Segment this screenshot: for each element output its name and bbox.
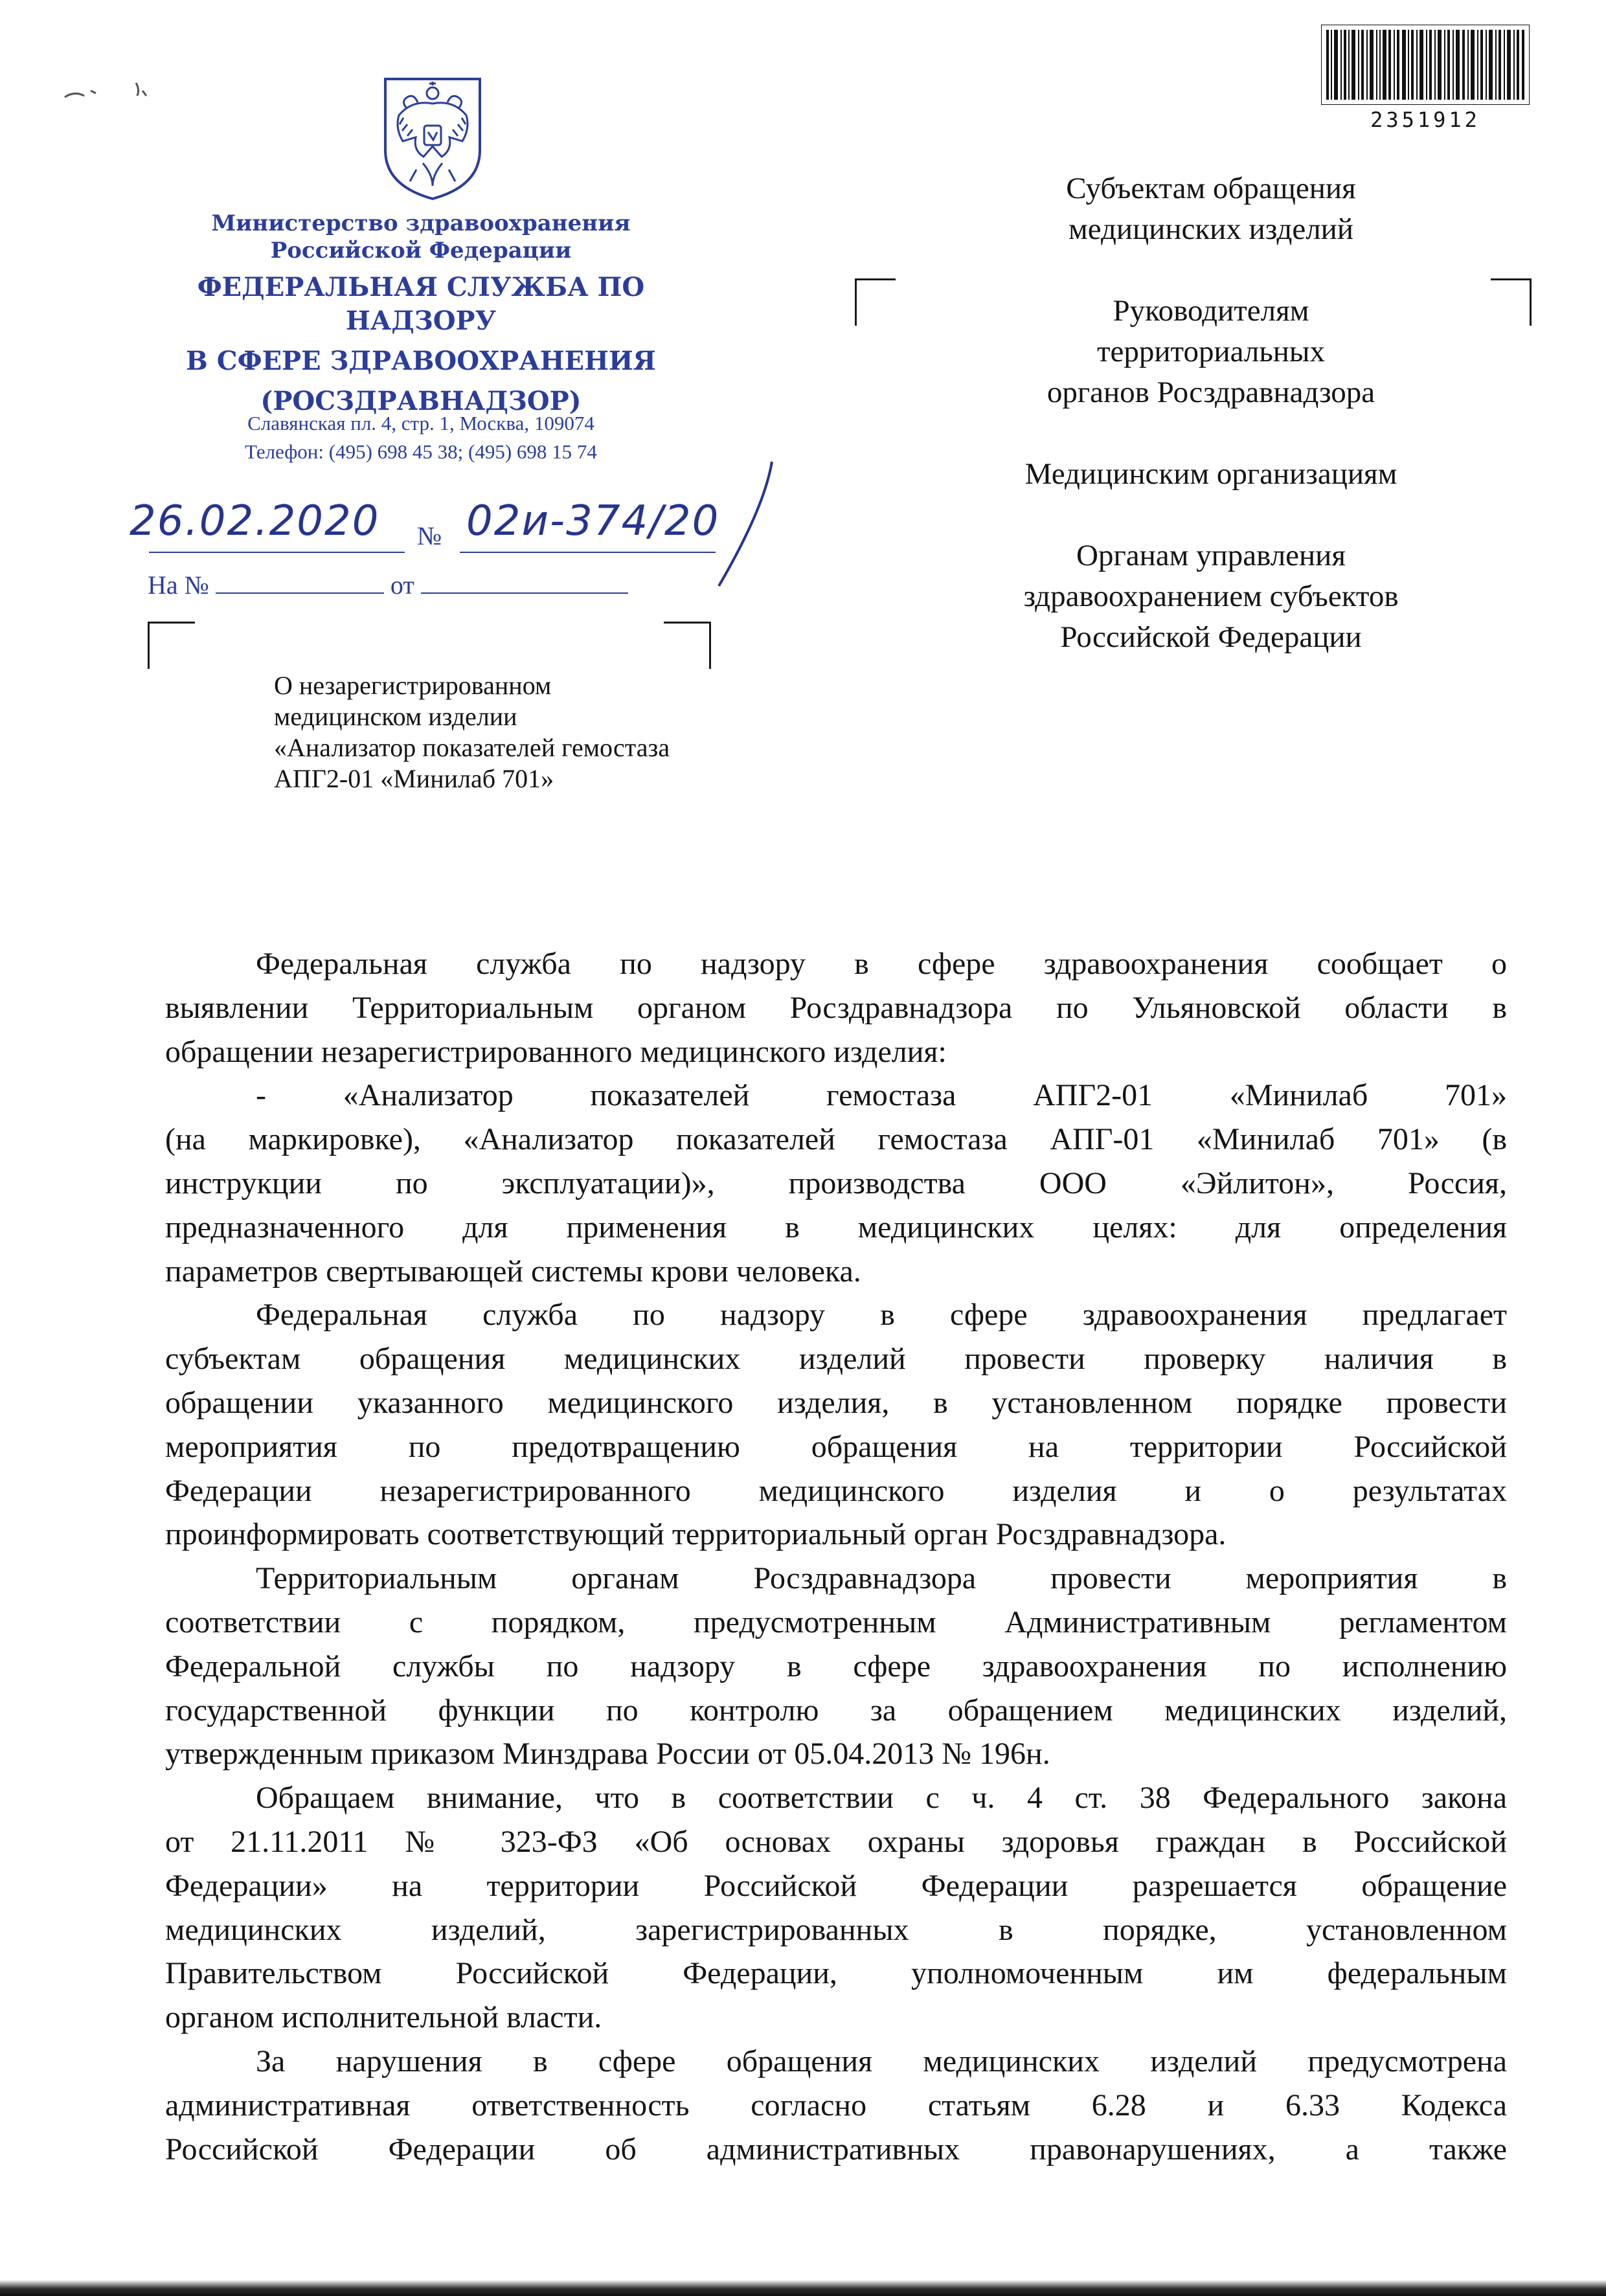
ministry-name-line2: Российской Федерации	[270, 238, 572, 264]
body-line: Федеральной службы по надзору в сфере здравоохранения по исполнению	[165, 1649, 1507, 1683]
addressee-group	[952, 291, 1470, 413]
body-line: административная ответственность согласно статьям 6.28 и 6.33 Кодекса	[165, 2088, 1507, 2122]
body-line: проинформировать соответствующий территориальный орган Росздравнадзора.	[165, 1517, 1227, 1552]
number-underline	[460, 552, 716, 553]
body-line: предназначенного для применения в медицинских целях: для определения	[165, 1210, 1507, 1244]
body-line: Федерации» на территории Российской Федерации разрешается обращение	[165, 1868, 1507, 1903]
body-line: Федеральная служба по надзору в сфере здравоохранения сообщает о	[256, 947, 1507, 981]
addressee-line: здравоохранением субъектов	[1023, 580, 1399, 613]
body-line: обращении указанного медицинского изделия, в установленном порядке провести	[165, 1385, 1507, 1420]
addressee-group	[952, 168, 1470, 250]
body-line: органом исполнительной власти.	[165, 2000, 602, 2035]
service-name-line2: В СФЕРЕ ЗДРАВООХРАНЕНИЯ	[186, 346, 656, 376]
ref-prefix: На №	[148, 570, 209, 600]
body-line: обращении незарегистрированного медицинского изделия:	[165, 1034, 947, 1069]
service-name-line1: ФЕДЕРАЛЬНАЯ СЛУЖБА ПО НАДЗОРУ	[197, 272, 645, 336]
body-line: параметров свертывающей системы крови человека.	[165, 1254, 861, 1289]
barcode	[1321, 25, 1530, 105]
letter-body	[165, 942, 1507, 2171]
body-line: мероприятия по предотвращению обращения на территории Российской	[165, 1429, 1507, 1464]
addressee-line: Субъектам обращения	[1066, 172, 1356, 205]
ministry-header	[130, 210, 712, 418]
ref-from: от	[390, 570, 414, 600]
subject-corner-right	[664, 622, 711, 669]
subject-line: АПГ2-01 «Минилаб 701»	[274, 764, 554, 793]
body-line: (на маркировке), «Анализатор показателей гемостаза АПГ-01 «Минилаб 701» (в	[165, 1122, 1507, 1157]
subject-line: медицинском изделии	[274, 702, 517, 731]
addressee-block	[952, 168, 1470, 658]
body-line: Федеральная служба по надзору в сфере здравоохранения предлагает	[256, 1298, 1507, 1333]
scan-bottom-edge	[0, 2280, 1606, 2296]
service-name-line3: (РОСЗДРАВНАДЗОР)	[260, 386, 582, 416]
subject-corner-left	[148, 622, 195, 669]
subject-line: О незарегистрированном	[274, 671, 552, 700]
addressee-line: органов Росздравнадзора	[1046, 376, 1375, 409]
barcode-number: 2351912	[1370, 107, 1480, 132]
body-line: Российской Федерации об административных правонарушениях, а также	[165, 2132, 1507, 2167]
coat-of-arms-icon	[378, 73, 488, 202]
ref-number-blank	[216, 592, 384, 594]
letter-subject	[274, 670, 766, 794]
phone: Телефон: (495) 698 45 38; (495) 698 15 74	[245, 440, 597, 463]
body-line: Правительством Российской Федерации, уполномоченным им федеральным	[165, 1956, 1507, 1991]
body-line: от 21.11.2011 № 323-ФЗ «Об основах охраны здоровья граждан в Российской	[165, 1824, 1507, 1859]
addressee-line: территориальных	[1096, 335, 1326, 368]
body-line: медицинских изделий, зарегистрированных в порядке, установленном	[165, 1912, 1507, 1947]
body-line: соответствии с порядком, предусмотренным Административным регламентом	[165, 1604, 1507, 1639]
addressee-line: Медицинским организациям	[1024, 457, 1397, 491]
body-line: За нарушения в сфере обращения медицинских изделий предусмотрена	[256, 2043, 1507, 2078]
addressee-line: Российской Федерации	[1060, 620, 1362, 654]
addressee-corner-left	[855, 278, 896, 326]
addressee-group	[952, 454, 1470, 495]
ref-date-blank	[421, 592, 628, 594]
reference-line	[148, 570, 628, 600]
addressee-line: Органам управления	[1076, 539, 1346, 572]
contact-block	[130, 409, 712, 466]
body-line: субъектам обращения медицинских изделий провести проверку наличия в	[165, 1342, 1507, 1377]
registration-number: 02и-374/20	[466, 497, 720, 545]
body-line: Территориальным органам Росздравнадзора провести мероприятия в	[256, 1561, 1507, 1596]
addressee-line: Руководителям	[1113, 294, 1309, 328]
body-line: выявлении Территориальным органом Росздравнадзора по Ульяновской области в	[165, 990, 1507, 1025]
handwritten-stroke	[693, 456, 803, 592]
body-line: инструкции по эксплуатации)», производства ООО «Эйлитон», Россия,	[165, 1165, 1507, 1200]
addressee-corner-right	[1491, 278, 1532, 326]
body-line: государственной функции по контролю за обращением медицинских изделий,	[165, 1693, 1507, 1728]
body-line: Обращаем внимание, что в соответствии с ч. 4 ст. 38 Федерального закона	[256, 1781, 1507, 1816]
body-line: утвержденным приказом Минздрава России от 05.04.2013 № 196н.	[165, 1737, 1050, 1772]
number-sign: №	[417, 521, 442, 550]
subject-line: «Анализатор показателей гемостаза	[274, 733, 670, 762]
body-line: - «Анализатор показателей гемостаза АПГ2-01 «Минилаб 701»	[256, 1078, 1507, 1113]
date-underline	[149, 552, 405, 553]
addressee-group	[952, 535, 1470, 658]
scan-artifact	[39, 71, 168, 110]
address: Славянская пл. 4, стр. 1, Москва, 109074	[247, 412, 594, 434]
addressee-line: медицинских изделий	[1068, 212, 1353, 246]
registration-date: 26.02.2020	[130, 497, 380, 545]
ministry-name-line1: Министерство здравоохранения	[211, 210, 631, 236]
body-line: Федерации незарегистрированного медицинского изделия и о результатах	[165, 1473, 1507, 1508]
